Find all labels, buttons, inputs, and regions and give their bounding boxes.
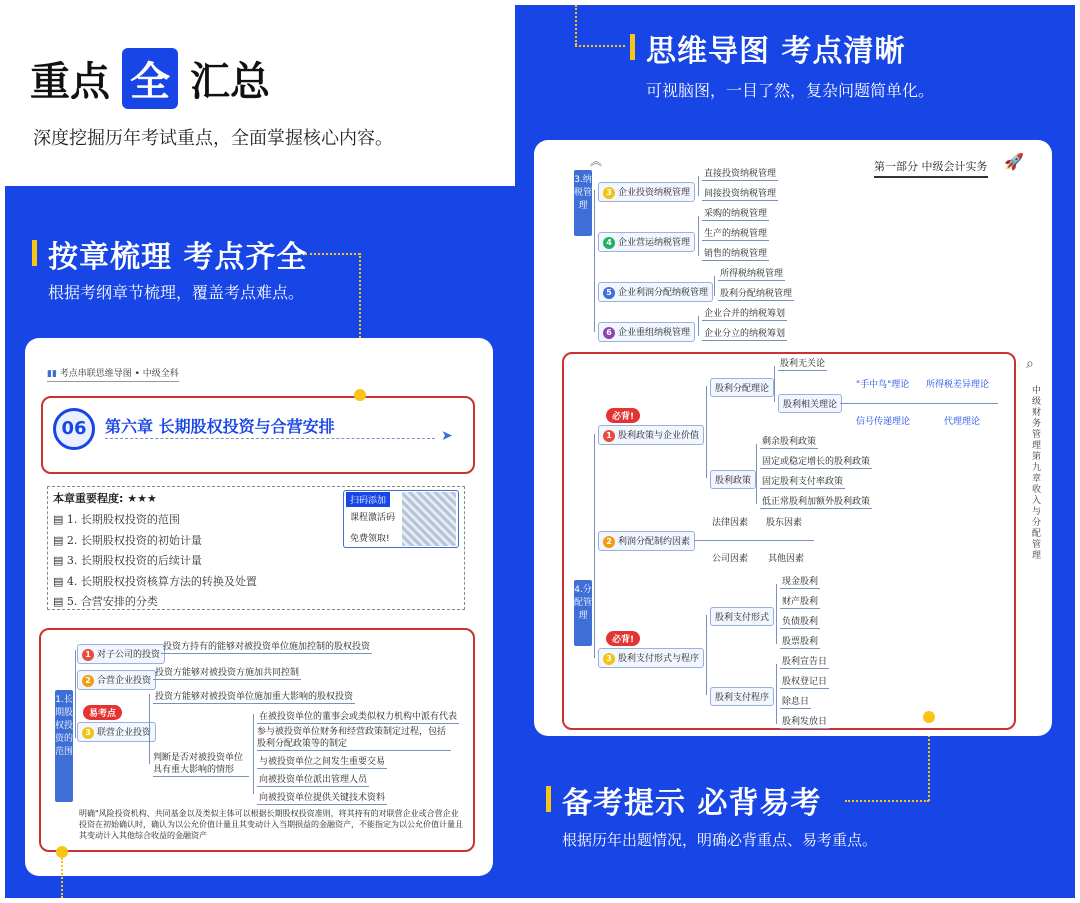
header-title-a: 重点 (30, 58, 110, 105)
map-connector (594, 434, 595, 658)
qr-head: 扫码添加 (346, 492, 390, 507)
toc-item[interactable]: ▤ 1. 长期股权投资的范围 (53, 513, 180, 526)
side-label: 中级财务管理 第九章 收入与分配管理 (1032, 386, 1042, 561)
header-title-b: 汇总 (190, 58, 270, 105)
toc-item[interactable]: ▤ 3. 长期股权投资的后续计量 (53, 554, 202, 567)
dist-item: 法律因素 (712, 518, 749, 528)
section-title-mindmap: 思维导图 考点清晰 (646, 34, 906, 69)
dist-item: 固定或稳定增长的股利政策 (760, 454, 872, 469)
toc-item[interactable]: ▤ 5. 合营安排的分类 (53, 595, 158, 608)
map-detail: 投资方能够对被投资单位施加重大影响的股权投资 (153, 689, 355, 704)
situation-item: 向被投资单位派出管理人员 (257, 772, 369, 787)
tax-item: 股利分配纳税管理 (718, 286, 794, 301)
collapse-icon[interactable]: ︽ (590, 154, 603, 168)
map-root: 1.长期股权投资的范围 (55, 690, 73, 802)
search-icon[interactable]: ⌕ (1026, 356, 1034, 372)
section-bar (630, 34, 635, 60)
rocket-icon: 🚀 (1004, 152, 1024, 171)
map-connector (698, 216, 699, 256)
section-title-tips: 备考提示 必背易考 (562, 786, 822, 821)
theory-item: 信号传递理论 (856, 417, 911, 427)
doc-icon: ▤ (53, 533, 67, 547)
map-connector (694, 540, 814, 541)
map-branch[interactable]: 3 联营企业投资 (77, 722, 156, 742)
connector-dot (56, 846, 68, 858)
header-subtitle: 深度挖掘历年考试重点，全面掌握核心内容。 (33, 128, 393, 149)
part-label: 第一部分 中级会计实务 (874, 158, 988, 178)
wave-decoration (105, 438, 435, 439)
map-connector (714, 276, 715, 296)
map-note: 明确"风险投资机构、共同基金以及类似主体可以根据长期股权投资准则，将其持有的对联营企业或合营企业投资在初始确认时，确认为以公允价值计量且其变动计入当期损益的金融资产，不能指定为以公允价值计量且其变动计入其他综合收益的金融资产 (79, 809, 463, 840)
situation-item: 与被投资单位之间发生重要交易 (257, 754, 387, 769)
importance-stars: ★★★ (127, 492, 157, 505)
section-desc-chapter: 根据考纲章节梳理，覆盖考点难点。 (48, 283, 305, 302)
situation-item: 在被投资单位的董事会或类似权力机构中派有代表 (257, 709, 459, 724)
map-connector (698, 316, 699, 336)
dist-branch[interactable]: 3 股利支付形式与程序 (598, 648, 704, 668)
dist-item: 股利发放日 (780, 714, 829, 729)
dist-root: 4.分配管理 (574, 580, 592, 646)
tax-item: 企业合并的纳税筹划 (702, 306, 787, 321)
header (30, 48, 270, 108)
map-detail: 投资方持有的能够对被投资单位施加控制的股权投资 (161, 639, 372, 654)
header-title-highlight: 全 (122, 48, 178, 109)
importance-line (53, 490, 157, 506)
must-memorize-tag: 必背! (606, 408, 640, 423)
left-preview-card (25, 338, 493, 876)
map-connector (706, 386, 707, 478)
map-connector (706, 615, 707, 695)
dotted-connector (575, 5, 577, 45)
map-branch[interactable]: 2 合营企业投资 (77, 670, 156, 690)
dist-item: 除息日 (780, 694, 811, 709)
toc-list (53, 510, 257, 613)
theory-item: "手中鸟"理论 (856, 380, 910, 390)
map-connector (774, 366, 775, 402)
dist-sub-branch[interactable]: 股利相关理论 (778, 394, 842, 413)
tax-root: 3.纳税管理 (574, 170, 592, 236)
dist-item: 股权登记日 (780, 674, 829, 689)
doc-icon: ▤ (53, 554, 67, 567)
dist-item: 财产股利 (780, 594, 820, 609)
tax-item: 所得税纳税管理 (718, 266, 785, 281)
dist-item: 固定股利支付率政策 (760, 474, 845, 489)
paper-plane-icon: ➤ (441, 428, 453, 444)
theory-item: 所得税差异理论 (926, 380, 990, 390)
map-connector (698, 176, 699, 196)
situation-item: 向被投资单位提供关键技术资料 (257, 790, 387, 805)
section-bar (32, 240, 37, 266)
dist-sub-branch[interactable]: 股利分配理论 (710, 378, 774, 397)
chapter-number: 06 (53, 408, 95, 450)
easy-test-tag: 易考点 (83, 705, 122, 720)
tax-item: 生产的纳税管理 (702, 226, 769, 241)
tax-branch[interactable]: 6 企业重组纳税管理 (598, 322, 695, 342)
tax-item: 直接投资纳税管理 (702, 166, 778, 181)
connector-dot (354, 389, 366, 401)
dist-sub-branch[interactable]: 股利支付形式 (710, 607, 774, 626)
tax-branch[interactable]: 5 企业利润分配纳税管理 (598, 282, 713, 302)
map-connector (756, 444, 757, 504)
judge-label: 判断是否对被投资单位具有重大影响的情形 (153, 752, 249, 777)
map-connector (776, 664, 777, 724)
dist-item: 股东因素 (766, 518, 803, 528)
toc-item[interactable]: ▤ 2. 长期股权投资的初始计量 (53, 533, 202, 547)
dist-branch[interactable]: 2 利润分配制约因素 (598, 531, 695, 551)
dist-item: 负债股利 (780, 614, 820, 629)
dist-item: 股利宣告日 (780, 654, 829, 669)
dist-item: 低正常股利加额外股利政策 (760, 494, 872, 509)
qr-code[interactable] (402, 492, 456, 546)
map-connector (149, 694, 150, 764)
qr-line1: 课程激活码 (350, 513, 396, 523)
right-preview-card (534, 140, 1052, 736)
dist-sub-branch[interactable]: 股利支付程序 (710, 687, 774, 706)
must-memorize-tag: 必背! (606, 631, 640, 646)
dotted-connector (575, 45, 625, 47)
dist-item: 剩余股利政策 (760, 434, 818, 449)
section-desc-mindmap: 可视脑图，一目了然，复杂问题简单化。 (646, 81, 935, 100)
map-detail: 投资方能够对被投资方施加共同控制 (153, 665, 301, 680)
branch-number: 2 (82, 675, 94, 687)
importance-label: 本章重要程度: (53, 492, 124, 505)
doc-icon: ▤ (53, 513, 67, 526)
section-desc-tips: 根据历年出题情况，明确必背重点、易考重点。 (562, 831, 878, 849)
branch-number: 3 (82, 727, 94, 739)
chapter-title: 第六章 长期股权投资与合营安排 (105, 417, 335, 436)
toc-item[interactable]: ▤ 4. 长期股权投资核算方法的转换及处置 (53, 574, 257, 588)
dist-item: 其他因素 (768, 554, 805, 564)
map-connector (594, 190, 595, 332)
dist-item: 公司因素 (712, 554, 749, 564)
qr-line2: 免费领取! (350, 534, 390, 544)
map-connector (840, 403, 998, 404)
doc-icon: ▤ (53, 595, 67, 608)
tax-item: 间接投资纳税管理 (702, 186, 778, 201)
branch-number: 1 (82, 649, 94, 661)
map-connector (776, 584, 777, 644)
dist-item: 现金股利 (780, 574, 820, 589)
dist-item: 股利无关论 (778, 356, 827, 371)
brand-line (47, 366, 179, 382)
tax-branch[interactable]: 3 企业投资纳税管理 (598, 182, 695, 202)
theory-item: 代理理论 (944, 417, 981, 427)
brand-label: 考点串联思维导图 • 中级全科 (59, 369, 179, 379)
dist-branch[interactable]: 1 股利政策与企业价值 (598, 425, 704, 445)
section-bar (546, 786, 551, 812)
dotted-connector (305, 253, 360, 255)
connector-dot (923, 711, 935, 723)
books-icon: ▮▮ (47, 369, 57, 379)
section-title-chapter: 按章梳理 考点齐全 (48, 240, 308, 275)
dotted-connector (845, 800, 929, 802)
tax-item: 采购的纳税管理 (702, 206, 769, 221)
dotted-connector (61, 858, 63, 898)
map-connector (253, 714, 254, 794)
tax-branch[interactable]: 4 企业营运纳税管理 (598, 232, 695, 252)
situation-item: 参与被投资单位财务和经营政策制定过程，包括股利分配政策等的制定 (257, 726, 451, 751)
tax-item: 销售的纳税管理 (702, 246, 769, 261)
tax-item: 企业分立的纳税筹划 (702, 326, 787, 341)
dist-item: 股票股利 (780, 634, 820, 649)
map-connector (75, 650, 76, 738)
doc-icon: ▤ (53, 574, 67, 588)
dist-sub-branch[interactable]: 股利政策 (710, 470, 756, 489)
map-branch[interactable]: 1 对子公司的投资 (77, 644, 165, 664)
